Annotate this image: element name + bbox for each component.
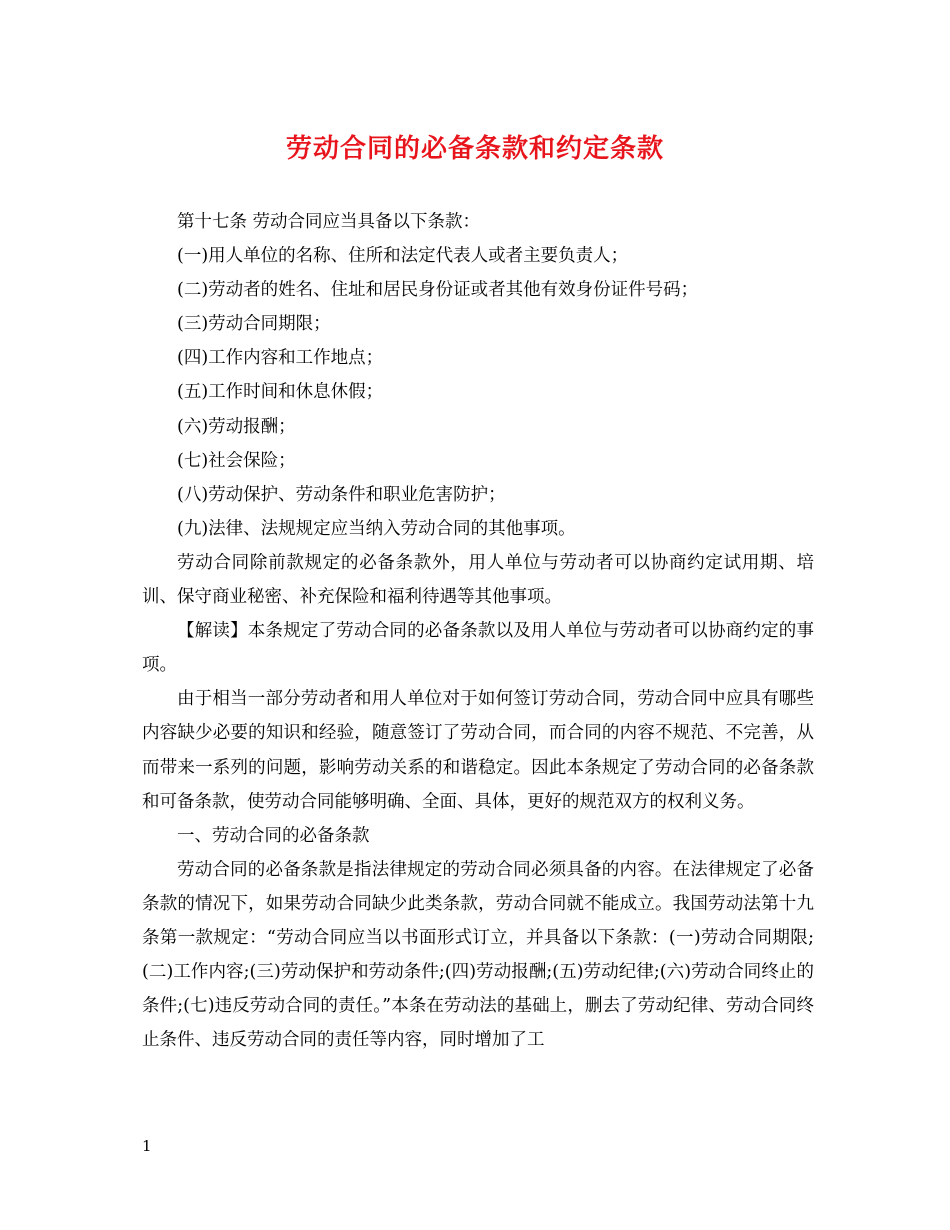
clause-item: (九)法律、法规规定应当纳入劳动合同的其他事项。 — [177, 518, 576, 539]
section-heading: 一、劳动合同的必备条款 — [177, 825, 370, 846]
interpretation-paragraph: 【解读】本条规定了劳动合同的必备条款以及用人单位与劳动者可以协商约定的事项。 — [142, 621, 814, 676]
body-paragraph: 劳动合同的必备条款是指法律规定的劳动合同必须具备的内容。在法律规定了必备条款的情况下，如果劳动合同缺少此类条款，劳动合同就不能成立。我国劳动法第十九条第一款规定：“劳动合同应当以书面形式订立，并具备以下条款：(一)劳动合同期限;(二)工作内容;(三)劳动保护和劳动条件;(四)劳动报酬;(五)劳动纪律;(六)劳动合同终止的条件;(七)违反劳动合同的责任。”本条在劳动法的基础上，删去了劳动纪律、劳动合同终止条件、违反劳动合同的责任等内容，同时增加了工 — [142, 859, 814, 1051]
clause-item: (一)用人单位的名称、住所和法定代表人或者主要负责人； — [177, 246, 629, 267]
clause-item: (四)工作内容和工作地点； — [177, 348, 384, 369]
clause-item: (六)劳动报酬； — [177, 416, 296, 437]
article-heading: 第十七条 劳动合同应当具备以下条款： — [177, 212, 481, 232]
body-paragraph: 由于相当一部分劳动者和用人单位对于如何签订劳动合同，劳动合同中应具有哪些内容缺少必要的知识和经验，随意签订了劳动合同，而合同的内容不规范、不完善，从而带来一系列的问题，影响劳动关系的和谐稳定。因此本条规定了劳动合同的必备条款和可备条款，使劳动合同能够明确、全面、具体，更好的规范双方的权利义务。 — [142, 689, 814, 812]
document-title: 劳动合同的必备条款和约定条款 — [285, 134, 664, 164]
document-body — [142, 205, 814, 1057]
clause-item: (五)工作时间和休息休假； — [177, 382, 384, 403]
clause-item: (二)劳动者的姓名、住址和居民身份证或者其他有效身份证件号码； — [177, 280, 699, 301]
clause-item: (七)社会保险； — [177, 450, 296, 471]
page-number: 1 — [142, 1137, 152, 1155]
clause-item: (三)劳动合同期限； — [177, 314, 331, 335]
clause-item: (八)劳动保护、劳动条件和职业危害防护； — [177, 484, 506, 505]
body-paragraph: 劳动合同除前款规定的必备条款外，用人单位与劳动者可以协商约定试用期、培训、保守商业秘密、补充保险和福利待遇等其他事项。 — [142, 552, 814, 608]
